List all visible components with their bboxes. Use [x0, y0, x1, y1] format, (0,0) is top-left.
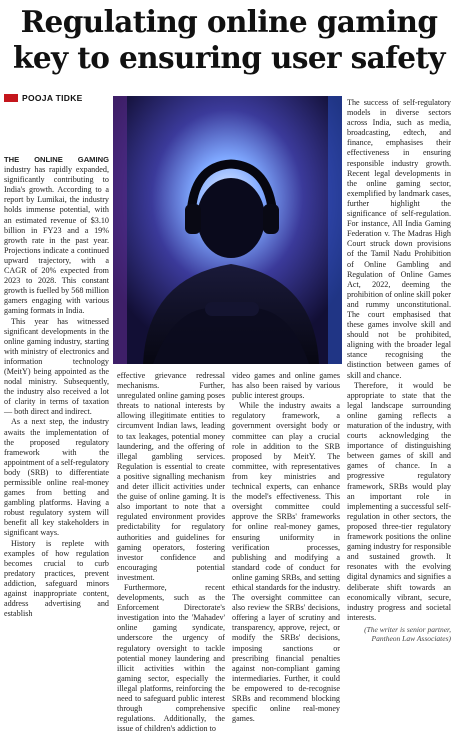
- byline-marker: [4, 94, 18, 102]
- paragraph: video games and online games has also been raised by various public interest groups.: [232, 371, 340, 401]
- article-photo: [113, 96, 342, 364]
- paragraph: As a next step, the industry awaits the implementation of the proposed regulatory framework with the appointment of a self-regulatory body (SRB) to differentiate permissible online real-money games from betting and gambling platforms. Having a robust regulatory system will benefit all key stakeholders in significant ways.: [4, 417, 109, 538]
- byline: [4, 92, 83, 104]
- column-2: [117, 371, 225, 734]
- paragraph: History is replete with examples of how regulation becomes crucial to curb predatory practices, prevent addiction, safeguard minors against inappropriate content, address advertising and establish: [4, 538, 109, 619]
- paragraph: This year has witnessed significant developments in the online gaming industry, starting with ministry of electronics and information technology (MeitY) being appointed as the nodal ministry. Subsequently, the industry also received a lot of clarity in terms of taxation — both direct and indirect.: [4, 316, 109, 417]
- paragraph-text: industry has rapidly expanded, significantly contributing to India's growth. According to a report by Lumikai, the industry holds immense potential, with an estimated revenue of $3.10 billion in FY23 and a 19% growth rate in the past year. Projections indicate a continued upward trajectory, with a CAGR of 20% expected from 2023 to 2028. This constant growth is fuelled by 568 million gamers engaging with various gaming formats in India.: [4, 165, 109, 316]
- paragraph: effective grievance redressal mechanisms. Further, unregulated online gaming poses threats to national interests by allowing illegitimate entities to circumvent Indian laws, leading to tax leakages, potential money laundering, and the offering of illegal gambling services. Regulation is essential to create a positive signalling mechanism and deter illicit activities under the guise of online gaming. It is also important to note that a regulated environment provides predictability for regulatory authorities and guidelines for gaming operators, fostering investor confidence and encouraging potential investment.: [117, 371, 225, 582]
- gamer-illustration: [113, 96, 342, 364]
- headline: Regulating online gaming key to ensuring user safety: [13, 4, 445, 75]
- paragraph: Furthermore, recent developments, such as the Enforcement Directorate's investigation into the 'Mahadev' online gaming syndicate, underscore the urgency of regulatory oversight to tackle potential money laundering and illicit activities within the gaming sector, especially the illegal platforms, reinforcing the need to safeguard public interest through comprehensive regulations. Additionally, the issue of children's addiction to: [117, 582, 225, 734]
- column-4: [347, 98, 451, 644]
- column-3: [232, 371, 340, 724]
- lead-in: THE ONLINE GAMING: [4, 155, 109, 164]
- paragraph: While the industry awaits a regulatory framework, a government oversight body or committee can play a crucial role in addition to the SRB proposed by MeitY. The committee, with representatives from key ministries and technical experts, can enhance the model's effectiveness. This oversight committee could approve the SRBs' frameworks for online real-money games, ensuring uniformity in verification processes, publishing and modifying a standard code of conduct for online gaming SRBs, and setting ethical standards for the industry. The oversight committee can also review the SRBs' decisions, offering a layer of scrutiny and transparency, approve, reject, or modify the SRBs' decisions, imposing sanctions or prescribing financial penalties against non-compliant gaming intermediaries. Further, it could be empowered to de-recognise SRBs and recommend blocking specific online real-money games.: [232, 401, 341, 724]
- author-name: POOJA TIDKE: [22, 93, 83, 103]
- column-1: [4, 155, 109, 619]
- paragraph: Therefore, it would be appropriate to state that the legal landscape surrounding online gaming reflects a maturation of the industry, with courts acknowledging the importance of distinguishing between games of skill and games of chance. In a progressive regulatory framework, SRBs would play an important role in implementing a successful self-regulation in other sectors, the proposed three-tier regulatory framework positions the online gaming industry for responsible and sustained growth. It resonates with the evolving digital dynamics and signifies a deliberate shift towards an economically vibrant, secure, industry progress and societal interests.: [347, 380, 451, 622]
- author-note: (The writer is senior partner, Pantheon Law Associates): [364, 624, 451, 644]
- paragraph: [4, 155, 109, 317]
- paragraph: The success of self-regulatory models in diverse sectors across India, such as media, broadcasting, edtech, and finance, emphasises their effectiveness in ensuring responsible industry growth. Recent legal developments in the online gaming sector, exemplified by landmark cases, further highlight the significance of self-regulation. For instance, All India Gaming Federation v. The Madras High Court struck down provisions of the Tamil Nadu Prohibition of Online Gambling and Regulation of Online Games Act, 2022, deeming the prohibition of online skill poker and rummy unconstitutional. The court emphasised that these games involve skill and should not be prohibited, aligning with the broader legal stance recognising the distinction between games of skill and chance.: [347, 98, 451, 380]
